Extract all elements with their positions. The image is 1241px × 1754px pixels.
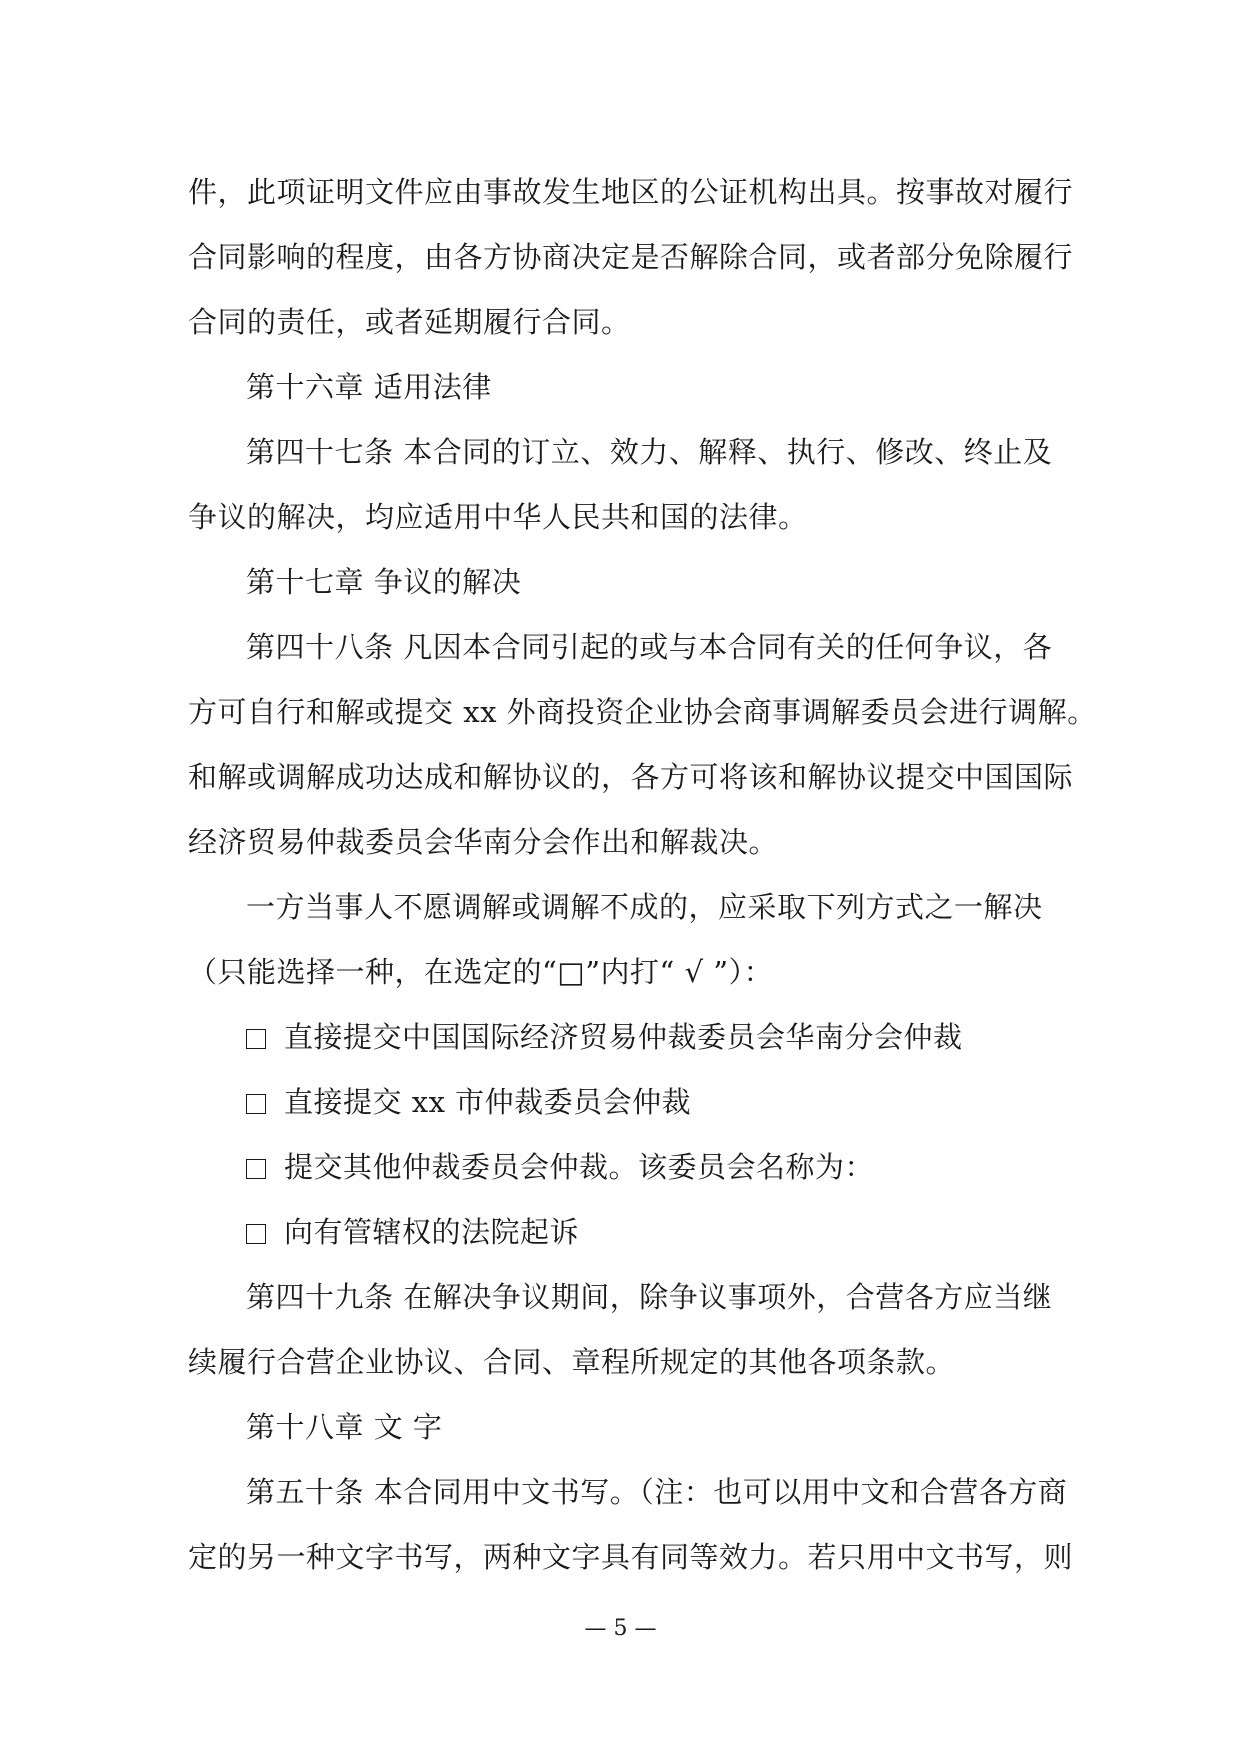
paragraph-line: 和解或调解成功达成和解协议的，各方可将该和解协议提交中国国际 xyxy=(188,760,1074,794)
paragraph-line: 续履行合营企业协议、合同、章程所规定的其他各项条款。 xyxy=(188,1345,956,1379)
chapter-heading-17: 第十七章 争议的解决 xyxy=(246,565,522,599)
option-item-other-arbitration xyxy=(188,1135,1058,1200)
option-item-cietac-south xyxy=(188,1005,1058,1070)
paragraph-line: 经济贸易仲裁委员会华南分会作出和解裁决。 xyxy=(188,825,779,859)
paragraph-line: 一方当事人不愿调解或调解不成的，应采取下列方式之一解决 xyxy=(246,890,1043,924)
option-label: 提交其他仲裁委员会仲裁。该委员会名称为： xyxy=(284,1150,875,1184)
page-number: — 5 — xyxy=(584,1616,657,1641)
option-item-court xyxy=(188,1200,1058,1265)
option-label: 直接提交中国国际经济贸易仲裁委员会华南分会仲裁 xyxy=(284,1020,963,1054)
checkbox-icon xyxy=(246,1159,266,1179)
article-50-line: 第五十条 本合同用中文书写。（注：也可以用中文和合营各方商 xyxy=(246,1475,1068,1509)
paragraph-line: 定的另一种文字书写，两种文字具有同等效力。若只用中文书写，则 xyxy=(188,1540,1074,1574)
chapter-heading-18: 第十八章 文 字 xyxy=(246,1410,443,1444)
checkbox-icon xyxy=(246,1094,266,1114)
paragraph-line: （只能选择一种，在选定的“□”内打“ √ ”）： xyxy=(188,955,774,989)
chapter-heading-16: 第十六章 适用法律 xyxy=(246,370,492,404)
paragraph-line: 方可自行和解或提交 xx 外商投资企业协会商事调解委员会进行调解。 xyxy=(188,695,1097,729)
checkbox-icon xyxy=(246,1029,266,1049)
paragraph-line: 件，此项证明文件应由事故发生地区的公证机构出具。按事故对履行 xyxy=(188,175,1074,209)
option-label: 直接提交 xx 市仲裁委员会仲裁 xyxy=(284,1085,692,1119)
body-text xyxy=(188,160,1097,1590)
paragraph-line: 争议的解决，均应适用中华人民共和国的法律。 xyxy=(188,500,808,534)
article-47-line: 第四十七条 本合同的订立、效力、解释、执行、修改、终止及 xyxy=(246,435,1053,469)
checkbox-icon xyxy=(246,1224,266,1244)
option-label: 向有管辖权的法院起诉 xyxy=(284,1215,580,1249)
article-49-line: 第四十九条 在解决争议期间，除争议事项外，合营各方应当继 xyxy=(246,1280,1053,1314)
option-item-city-arbitration xyxy=(188,1070,1058,1135)
paragraph-line: 合同影响的程度，由各方协商决定是否解除合同，或者部分免除履行 xyxy=(188,240,1074,274)
article-48-line: 第四十八条 凡因本合同引起的或与本合同有关的任何争议，各 xyxy=(246,630,1053,664)
paragraph-line: 合同的责任，或者延期履行合同。 xyxy=(188,305,631,339)
